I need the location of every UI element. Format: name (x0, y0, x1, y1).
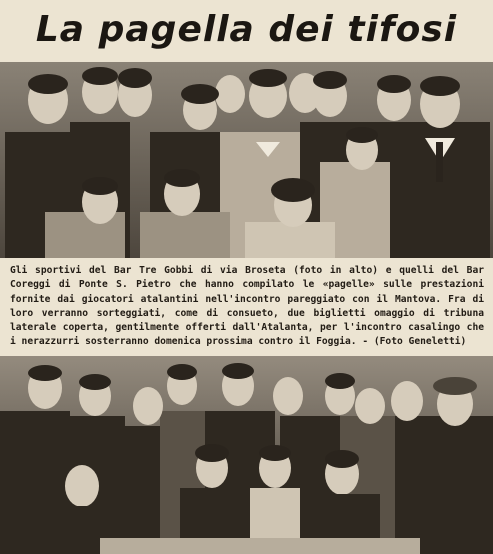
bottom-group-photo (0, 356, 493, 554)
headline: La pagella dei tifosi (35, 8, 458, 50)
top-group-photo (0, 62, 493, 258)
photo-caption: Gli sportivi del Bar Tre Gobbi di via Broseta (foto in alto) e quelli del Bar Coreggi di Ponte S. Pietro che hanno compilato le «pagelle» sulle prestazioni fornite dai giocatori atalantini nell'incontro pareggiato con il Mantova. Fra di loro verranno sorteggiati, come di consueto, due biglietti omaggio di tribuna laterale coperta, gentilmente offerti dall'Atalanta, per l'incontro casalingo che i nerazzurri sosterranno domenica prossima contro il Foggia. - (Foto Geneletti) (10, 265, 484, 348)
top-photo-image (0, 62, 493, 258)
bottom-photo-image (0, 356, 493, 554)
